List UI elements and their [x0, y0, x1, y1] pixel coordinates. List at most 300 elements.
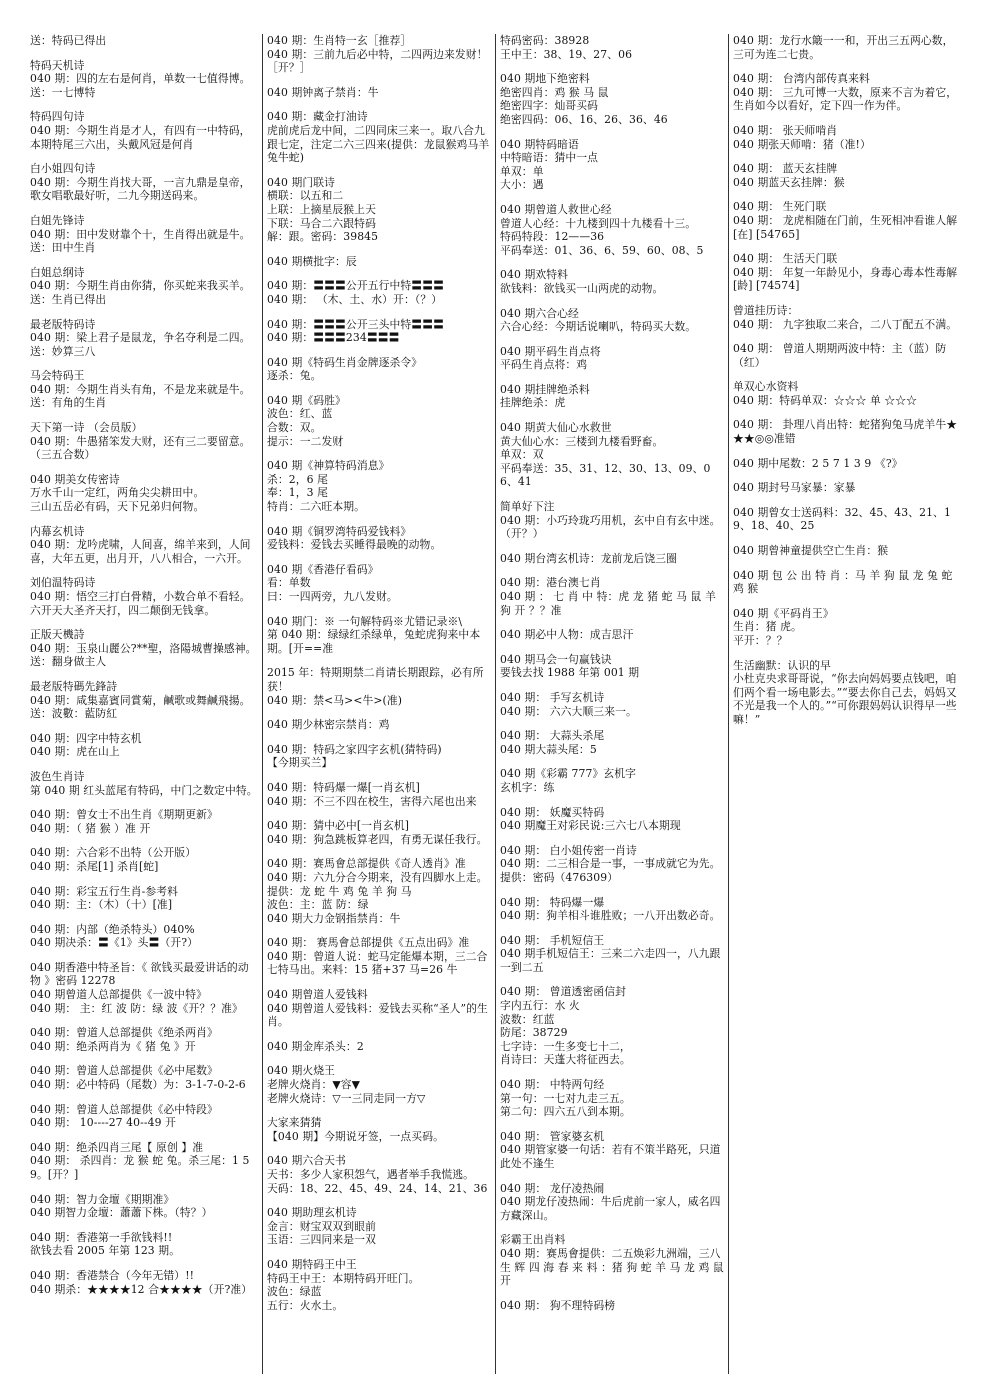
text-line: 040 期火烧王 — [267, 1064, 336, 1078]
text-block — [500, 383, 724, 410]
text-line: 040 期： 主：红 波 防：绿 波《开？？准》 — [30, 1001, 243, 1015]
text-block — [733, 544, 958, 558]
text-block — [30, 1231, 258, 1258]
text-block — [30, 34, 258, 48]
text-line: 040 期：梁上君子是鼠龙，争名夺利是二四。 — [30, 331, 251, 345]
text-block — [30, 110, 258, 151]
text-line: 波色：红、蓝 — [267, 407, 333, 421]
text-line: 曰：一四两旁，九八发财。 — [267, 590, 398, 603]
text-block — [30, 808, 258, 835]
text-line: 波色：绿蓝 — [267, 1285, 322, 1299]
text-line: 解：跟。密码：39845 — [267, 230, 379, 244]
text-line: 挂牌绝杀：虎 — [500, 396, 566, 410]
text-line: 040 期：禁<马><牛>(准) — [267, 693, 403, 707]
text-block — [30, 1103, 258, 1130]
text-line: 平开：？？ — [733, 634, 788, 647]
text-line: 刘伯温特码诗 — [30, 576, 96, 590]
text-block — [500, 691, 724, 718]
text-block — [30, 214, 258, 255]
text-line: 合数：双。 — [267, 421, 322, 435]
text-line: 平码奉送：35、31、12、30、13、09、06、41 — [500, 461, 711, 489]
text-block — [267, 743, 491, 770]
text-block — [30, 421, 258, 462]
text-block — [267, 988, 491, 1029]
text-block — [500, 203, 724, 257]
text-line: 肖诗曰：天蓬大将征西去。 — [500, 1053, 631, 1067]
text-line: 040 期挂牌绝杀料 — [500, 382, 590, 396]
text-line: 040 期：三前九后必中特，二四两边来发财！［开？］ — [267, 47, 488, 75]
text-line: 送：田中生肖 — [30, 241, 96, 255]
text-line: 平码生肖点将：鸡 — [500, 358, 588, 372]
text-line: 三山五岳必有码，天下兄弟归何物。 — [30, 500, 205, 514]
text-block — [267, 525, 491, 552]
text-line: 040 期： 赛馬會总部提供《五点出码》准 — [267, 936, 470, 950]
text-line: 040 期： 卦理八肖出特：蛇猪狗兔马虎羊牛★★★◎◎准错 — [733, 418, 958, 446]
text-line: 大小：遇 — [500, 178, 544, 192]
text-line: 040 期：小巧玲珑巧用机，玄中自有玄中迷。（开？） — [500, 513, 721, 541]
text-block — [267, 1154, 491, 1195]
text-line: 040 期： 三九可博一大数，原来不言为着它，生肖如今以看好，定下四一作为伴。 — [733, 85, 958, 113]
text-block — [30, 525, 258, 566]
text-line: 040 期 包 公 出 特 肖 ：马 羊 狗 鼠 龙 兔 蛇 鸡 猴 — [733, 568, 956, 596]
text-line: 欲钱料：欲钱买一山两虎的动物。 — [500, 281, 664, 295]
text-line: 单双：双 — [500, 448, 544, 462]
text-block — [267, 459, 491, 513]
text-block — [733, 72, 958, 113]
text-line: 040 期：特码爆一爆[一肖玄机] — [267, 780, 420, 794]
text-block — [500, 576, 724, 617]
text-line: 天书：多少人家积怨气，遇者举手我慌逃。 — [267, 1168, 475, 1181]
text-line: 送：有角的生肖 — [30, 396, 107, 410]
text-block — [30, 885, 258, 912]
text-line: 提示：一二发财 — [267, 434, 344, 448]
text-block — [267, 666, 491, 707]
text-line: 040 期：（ 猪 猴 ）准 开 — [30, 821, 151, 835]
text-line: 040 期：曾女士不出生肖《期期更新》 — [30, 808, 218, 822]
text-line: 040 期：狗急跳板算老四，有勇无谋任我行。 — [267, 832, 488, 846]
text-line: 内幕玄机诗 — [30, 524, 85, 538]
text-block — [267, 781, 491, 808]
text-block — [733, 506, 958, 533]
text-line: 040 期：赛馬會提供：二五焕彩九洲端，三八 生 辉 四 海 春 来 料 ：猪 狗 蛇 羊 马 龙 鸡 鼠 开 — [500, 1246, 728, 1288]
text-line: 下联：马合二六跟特码 — [267, 216, 376, 230]
text-line: 040 期： 龙仔凌热闹 — [500, 1181, 605, 1195]
text-block — [267, 318, 491, 345]
text-line: 040 期：六九分合今期来，没有四脚水上走。 — [267, 870, 488, 884]
text-block — [733, 380, 958, 407]
text-line: 绝密四字：灿哥买码 — [500, 99, 599, 113]
text-line: 040 期：虎在山上 — [30, 745, 120, 759]
text-block — [267, 718, 491, 732]
text-line: 040 期： 狗不理特码榜 — [500, 1298, 616, 1312]
text-line: 平码奉送：01、36、6、59、60、08、5 — [500, 243, 704, 257]
text-line: 天下第一诗 （会员版） — [30, 421, 143, 435]
text-block — [733, 659, 958, 727]
text-block — [500, 628, 724, 642]
text-line: 040 期： 妖魔买特码 — [500, 805, 605, 819]
text-block — [267, 255, 491, 269]
text-line: 040 期：智力金壇《期期准》 — [30, 1192, 175, 1206]
text-line: 波色：主：蓝 防：绿 — [267, 898, 369, 912]
text-line: 040 期门联诗 — [267, 175, 336, 189]
text-line: 送：一七博特 — [30, 85, 96, 99]
text-block — [30, 162, 258, 203]
text-line: 040 期《铜罗湾特码爱钱料》 — [267, 524, 412, 538]
text-block — [733, 457, 958, 471]
text-line: 040 期：杀尾[1] 杀肖[蛇] — [30, 859, 159, 873]
text-line: 本期特尾三六出，头戴风冠是何肖 — [30, 137, 194, 151]
text-line: 040 期：赛馬會总部提供《奇人透肖》准 — [267, 857, 466, 871]
text-block — [500, 345, 724, 372]
text-line: 第 040 期 红头蓝尾有特码，中门之数定中特。 — [30, 783, 258, 797]
text-line: 040 期：四字中特玄机 — [30, 731, 142, 745]
text-line: 040 期六合心经 — [500, 306, 579, 320]
text-line: 040 期：不三不四在校生，害得六尾也出来 — [267, 794, 477, 808]
text-block — [30, 961, 258, 1015]
text-block — [500, 1233, 728, 1288]
text-block — [30, 1026, 258, 1053]
text-line: 七字诗：一生多变七十二， — [500, 1039, 631, 1053]
text-line: 040 期： 曾道人期期两波中特：主（蓝）防（红） — [733, 342, 947, 369]
column-4 — [729, 34, 962, 1374]
text-line: 逐杀：兔。 — [267, 369, 322, 383]
text-line: 小杜克央求哥哥说，“你去向妈妈要点钱吧，咱们两个看一场电影去。”“要去你自己去，妈妈又不光是我一个人的。”“可你跟妈妈认识得早一些嘛！” — [733, 672, 957, 726]
text-line: 040 期大蒜头尾：5 — [500, 742, 597, 756]
text-block — [500, 34, 724, 61]
text-line: 040 期： 管家婆玄机 — [500, 1129, 605, 1143]
text-line: 040 期：田中发财靠个十，生肖得出就是牛。 — [30, 227, 251, 241]
text-line: 040 期：今期生肖由你猜，你买蛇来我买羊。 — [30, 279, 251, 293]
text-line: 040 期：〓〓〓公开五行中特〓〓〓 — [267, 279, 444, 293]
text-line: 黄大仙心水：三楼到九楼看野畜。 — [500, 434, 664, 448]
text-line: 040 期 ： 七 肖 中 特：虎 龙 猪 蛇 马 鼠 羊 狗 开 ？？准 — [500, 590, 720, 617]
text-block — [267, 86, 491, 100]
text-block — [267, 936, 491, 977]
text-line: 040 期：绝杀两肖为《 猪 兔 》开 — [30, 1039, 196, 1053]
text-line: 老牌火烧肖：▼容▼ — [267, 1078, 361, 1092]
text-line: 曾道人心经：十九楼到四十九楼看十三。 — [500, 216, 697, 230]
text-block — [30, 628, 261, 669]
text-line: 040 期：生肖特一玄［推荐］ — [267, 34, 412, 47]
text-line: 040 期门：※ 一句解特码※尤错记录※\ — [267, 614, 463, 628]
text-line: 波色生肖诗 — [30, 769, 85, 783]
text-line: 040 期：〓〓〓公开三头中特〓〓〓 — [267, 317, 444, 331]
text-line: 040 期： 手机短信王 — [500, 933, 605, 947]
text-block — [733, 252, 961, 293]
text-line: 绝密四码：06、16、26、36、46 — [500, 112, 668, 126]
text-block — [30, 1269, 258, 1296]
text-line: 040 期：藏金打油诗 — [267, 110, 368, 124]
text-line: 040 期地下绝密料 — [500, 72, 590, 86]
text-line: 040 期助理玄机诗 — [267, 1206, 357, 1220]
text-line: 040 期决杀：〓《1》头〓（开?） — [30, 936, 199, 950]
text-block — [500, 1182, 724, 1223]
text-line: 040 期： 白小姐传密一肖诗 — [500, 843, 637, 857]
text-line: 马会特码王 — [30, 369, 85, 383]
text-line: 040 期：悟空三打白骨精，小数合单不看轻。六开天大圣齐天打，四二颠倒无钱拿。 — [30, 590, 251, 617]
text-line: 040 期曾女士送码料：32、45、43、21、19、18、40、25 — [733, 505, 951, 533]
text-line: 040 期蓝天玄挂牌：猴 — [733, 175, 845, 189]
text-line: 040 期封号马家暴：家暴 — [733, 481, 856, 495]
text-line: 玉语：三四同来是一双 — [267, 1233, 376, 1247]
text-line: 040 期平码生肖点将 — [500, 344, 601, 358]
text-line: 040 期特码暗语 — [500, 137, 579, 151]
text-block — [267, 34, 491, 75]
text-line: 040 期：内部（绝杀特头）040% — [30, 922, 195, 936]
text-line: 送：特码已得出 — [30, 34, 107, 47]
text-block — [733, 200, 961, 241]
text-block — [30, 923, 258, 950]
text-line: 040 期《彩霸 777》玄机字 — [500, 767, 637, 781]
text-line: 白姐先锋诗 — [30, 213, 85, 227]
text-line: 040 期：香港禁合（今年无错）!! — [30, 1268, 195, 1282]
text-line: 040 期少林密宗禁肖：鸡 — [267, 718, 390, 732]
text-line: 最老版特码诗 — [30, 317, 96, 331]
text-block — [30, 846, 258, 873]
text-block — [500, 307, 724, 334]
text-line: 040 期台湾玄机诗：龙前龙后饶三圈 — [500, 551, 677, 565]
text-block — [30, 318, 258, 359]
text-line: 040 期： （木、土、水）开：（？） — [267, 292, 443, 306]
text-line: 040 期：香港第一手欲钱料!! — [30, 1230, 173, 1244]
text-line: 040 期手机短信王：三来二六走四一，八九跟一到二五 — [500, 947, 721, 974]
text-line: 040 期大力金钢指禁肖：牛 — [267, 911, 401, 925]
text-line: 2015 年：特期期禁二肖请长期跟踪，必有所获！ — [267, 666, 484, 693]
text-line: 看：单数 — [267, 576, 311, 590]
text-line: 【040 期】今期说牙签，一点买码。 — [267, 1129, 444, 1143]
text-block — [500, 1078, 724, 1119]
text-line: 040 期必中人物：成吉思汗 — [500, 628, 634, 642]
text-line: 040 期中尾数：2 5 7 1 3 9 《?》 — [733, 456, 903, 470]
text-block — [30, 1193, 258, 1220]
text-line: 040 期特码王中王 — [267, 1257, 357, 1271]
text-line: 040 期曾道人总部提供《一波中特》 — [30, 988, 207, 1002]
text-line: 040 期： 10----27 40--49 开 — [30, 1116, 176, 1130]
text-line: 单双心水资料 — [733, 380, 799, 394]
text-line: 第二句：四六五八到本期。 — [500, 1105, 631, 1119]
text-line: 横联：以五和二 — [267, 189, 344, 203]
text-block — [500, 421, 724, 489]
text-line: 王中王：38、19、27、06 — [500, 47, 633, 61]
text-line: 040 期钟离子禁肖：牛 — [267, 85, 379, 99]
text-block — [267, 1206, 491, 1247]
text-line: 生肖：猪 虎。 — [733, 620, 802, 634]
text-block — [267, 110, 491, 164]
text-line: 040 期： 大蒜头杀尾 — [500, 729, 605, 743]
column-2 — [263, 34, 496, 1374]
text-line: 波数：红蓝 — [500, 1012, 555, 1026]
text-block — [30, 59, 258, 100]
text-line: 040 期： 台湾内部传真来料 — [733, 72, 870, 86]
text-line: 040 期：必中特码（尾数）为：3-1-7-0-2-6 — [30, 1078, 246, 1092]
text-line: 040 期：龙行水簸一一和，开出三五两心数，三可为连二七贵。 — [733, 34, 954, 61]
text-line: 字内五行：水 火 — [500, 999, 580, 1013]
text-block — [267, 819, 491, 846]
text-block — [500, 806, 724, 833]
text-line: 040 期龙仔凌热闹：牛后虎前一家人，威名四方藏深山。 — [500, 1195, 721, 1222]
text-line: 040 期：今期生肖是才人，有四有一中特码， — [30, 123, 251, 137]
text-line: 040 期： 龙虎相随在门前，生死相冲看谁人解 [在] [54765] — [733, 213, 961, 241]
text-block — [30, 473, 258, 514]
text-line: 040 期：特码单双：☆☆☆ 单 ☆☆☆ — [733, 393, 918, 407]
text-line: 老牌火烧诗：▽一三同走同一方▽ — [267, 1091, 426, 1105]
text-line: 040 期：曾道人总部提供《必中尾数》 — [30, 1064, 218, 1078]
text-line: 040 期魔王对彩民说:三六七八本期现 — [500, 819, 681, 833]
text-line: 040 期：龙吟虎啸，人间喜，绵羊来到，人间喜，大年五更，出月开，八八相合，一六开。 — [30, 538, 251, 565]
text-block — [500, 268, 724, 295]
text-line: 特码特段：12——36 — [500, 230, 605, 244]
text-line: 特码密码：38928 — [500, 34, 590, 47]
text-line: 040 期智力金壇：蕭蕭下株。（特？） — [30, 1206, 213, 1220]
text-line: 送：妙算三八 — [30, 344, 96, 358]
text-line: （三五合数） — [30, 448, 96, 462]
text-block — [733, 342, 958, 369]
text-block — [267, 857, 491, 925]
text-block — [500, 138, 724, 192]
text-block — [267, 1116, 491, 1143]
text-block — [500, 844, 724, 885]
text-block — [30, 1141, 258, 1182]
text-line: 040 期： 杀四肖：龙 猴 蛇 兔。杀三尾：1 5 9。[开？] — [30, 1154, 254, 1181]
text-block — [500, 653, 724, 680]
text-line: 040 期曾道人救世心经 — [500, 202, 612, 216]
text-line: 040 期欢特料 — [500, 268, 569, 282]
text-block — [30, 732, 258, 759]
text-block — [267, 1258, 491, 1312]
text-block — [733, 418, 958, 445]
text-line: 六合心经：今期话说喇叭，特码买大数。 — [500, 320, 697, 334]
text-line: 特肖：二六旺本期。 — [267, 500, 366, 514]
text-line: 040 期： 张天师啃肖 — [733, 123, 838, 137]
text-block — [267, 615, 491, 656]
text-line: 提供：密码（476309） — [500, 870, 619, 884]
text-line: 040 期《平码肖王》 — [733, 606, 834, 620]
text-block — [30, 369, 258, 410]
text-block — [500, 934, 724, 975]
text-line: 040 期：绝杀四肖三尾【 原创 】准 — [30, 1140, 204, 1154]
text-line: 040 期金库杀头：2 — [267, 1039, 364, 1053]
text-line: 040 期： 中特两句经 — [500, 1078, 605, 1092]
text-line: 040 期张天师啃：猪（准!） — [733, 137, 871, 151]
text-line: 040 期《神算特码消息》 — [267, 459, 390, 473]
text-line: 特码天机诗 — [30, 58, 85, 72]
text-line: 单双：单 — [500, 164, 544, 178]
text-line: 第 040 期：绿绿红杀绿单，兔蛇虎狗来中本期。[开==准 — [267, 628, 481, 655]
text-line: 040 期香港中特圣旨：《 欲钱买最爱讲话的动物 》密码 12278 — [30, 960, 249, 988]
text-line: 040 期： 手写玄机诗 — [500, 690, 605, 704]
text-line: 040 期六合天书 — [267, 1154, 346, 1168]
text-line: 040 期：牛愚猪笨发大财，还有三二要留意。 — [30, 434, 251, 448]
text-block — [500, 896, 724, 923]
text-block — [500, 729, 724, 756]
text-line: 040 期：港台澳七肖 — [500, 576, 601, 590]
text-block — [267, 176, 491, 244]
column-1 — [30, 34, 263, 1374]
text-block — [267, 1040, 491, 1054]
text-line: 040 期：曾道人总部提供《绝杀两肖》 — [30, 1026, 218, 1040]
text-block — [733, 607, 958, 648]
text-line: 040 期：狗羊相斗谁胜败；一八开出数必奇。 — [500, 909, 721, 923]
text-block — [500, 72, 724, 126]
text-line: 040 期曾神童提供空亡生肖：猴 — [733, 544, 889, 558]
text-line: 特码四句诗 — [30, 110, 85, 124]
text-line: 虎前虎后龙中间，二四同床三来一。取八合九跟七定，注定二六三四来(提供：龙鼠猴鸡马羊兔牛蛇) — [267, 123, 490, 165]
text-line: 第一句：一七对九走三五。 — [500, 1091, 631, 1105]
column-3 — [496, 34, 729, 1374]
text-line: 040 期：〓〓〓234〓〓〓 — [267, 331, 400, 345]
text-line: 040 期：今期生肖头有角，不是龙来就是牛。 — [30, 382, 251, 396]
text-line: 白小姐四句诗 — [30, 162, 96, 176]
text-block — [267, 279, 491, 306]
text-line: 简单好下注 — [500, 500, 555, 514]
text-line: 040 期：四的左右是何肖，单数一七值得博。 — [30, 72, 251, 86]
text-line: 040 期《香港仔看码》 — [267, 562, 379, 576]
text-block — [30, 1064, 258, 1091]
text-block — [733, 569, 958, 596]
text-line: 040 期曾道人爱钱料 — [267, 988, 368, 1002]
text-line: 歌女唱歌最好听，二九今期送码来。 — [30, 189, 205, 203]
text-block — [733, 162, 958, 189]
text-line: 040 期管家婆一句话：若有不策半路死，只道此处不逢生 — [500, 1143, 721, 1170]
text-line: 金言：财宝双双到眼前 — [267, 1219, 376, 1233]
text-block — [30, 680, 258, 721]
text-line: 白姐总纲诗 — [30, 265, 85, 279]
text-line: 中特暗语：猜中一点 — [500, 151, 599, 165]
text-line: 特码王中王：本期特码开旺门。 — [267, 1271, 420, 1285]
text-block — [30, 770, 258, 797]
newspaper-page — [30, 34, 965, 1374]
text-line: 040 期： 曾道透密函信封 — [500, 985, 627, 999]
text-block — [500, 767, 724, 794]
text-line: 天码：18、22、45、49、24、14、21、36 — [267, 1181, 488, 1195]
text-line: 曾道挂历诗： — [733, 303, 799, 317]
text-line: 正版天機詩 — [30, 628, 85, 642]
text-block — [500, 985, 724, 1067]
text-line: 上联：上摘星辰猴上天 — [267, 202, 376, 216]
text-line: 040 期：猜中必中[一肖玄机] — [267, 819, 410, 833]
text-block — [500, 1299, 724, 1313]
text-line: 040 期：咸集嘉賓同賞菊，鹹歌或舞鹹飛揚。 送：波數：藍防紅 — [30, 693, 255, 721]
text-line: 【今期买兰】 — [267, 756, 333, 770]
text-block — [733, 481, 958, 495]
text-line: 040 期《特码生肖金牌逐杀令》 — [267, 355, 423, 369]
text-line: 要钱去找 1988 年第 001 期 — [500, 666, 640, 680]
text-line: 杀：2，6 尾 — [267, 472, 329, 486]
text-line: 玄机字：练 — [500, 780, 555, 794]
text-line: 彩霸王出肖料 — [500, 1233, 566, 1247]
text-line: 040 期美女传密诗 — [30, 472, 120, 486]
text-line: 040 期：六合彩不出特（公开版） — [30, 846, 197, 860]
text-line: 040 期：彩宝五行生肖-参考料 — [30, 884, 179, 898]
text-line: 040 期：今期生肖找大哥，一言九鼎是皇帝， — [30, 175, 251, 189]
text-line: 040 期： 生活天门联 — [733, 252, 838, 266]
text-block — [30, 576, 258, 617]
text-line: 大家来猜猜 — [267, 1116, 322, 1130]
text-line: 五行：火水土。 — [267, 1298, 344, 1312]
text-line: 040 期《码胜》 — [267, 393, 346, 407]
text-line: 040 期：曾道人总部提供《必中特段》 — [30, 1102, 218, 1116]
text-line: 040 期：玉泉山麗公?**聖，洛陽城曹操感神。 送：翻身做主人 — [30, 641, 261, 669]
text-block — [267, 563, 491, 604]
text-block — [267, 394, 491, 448]
text-line: 040 期：主：（木）（十）[准] — [30, 898, 173, 912]
text-block — [30, 266, 258, 307]
text-line: 提供：龙 蛇 牛 鸡 兔 羊 狗 马 — [267, 884, 412, 898]
text-block — [733, 34, 958, 61]
text-line: 040 期马会一句赢钱诀 — [500, 652, 612, 666]
text-line: 040 期横批字：辰 — [267, 254, 357, 268]
text-line: 040 期： 特码爆一爆 — [500, 895, 605, 909]
